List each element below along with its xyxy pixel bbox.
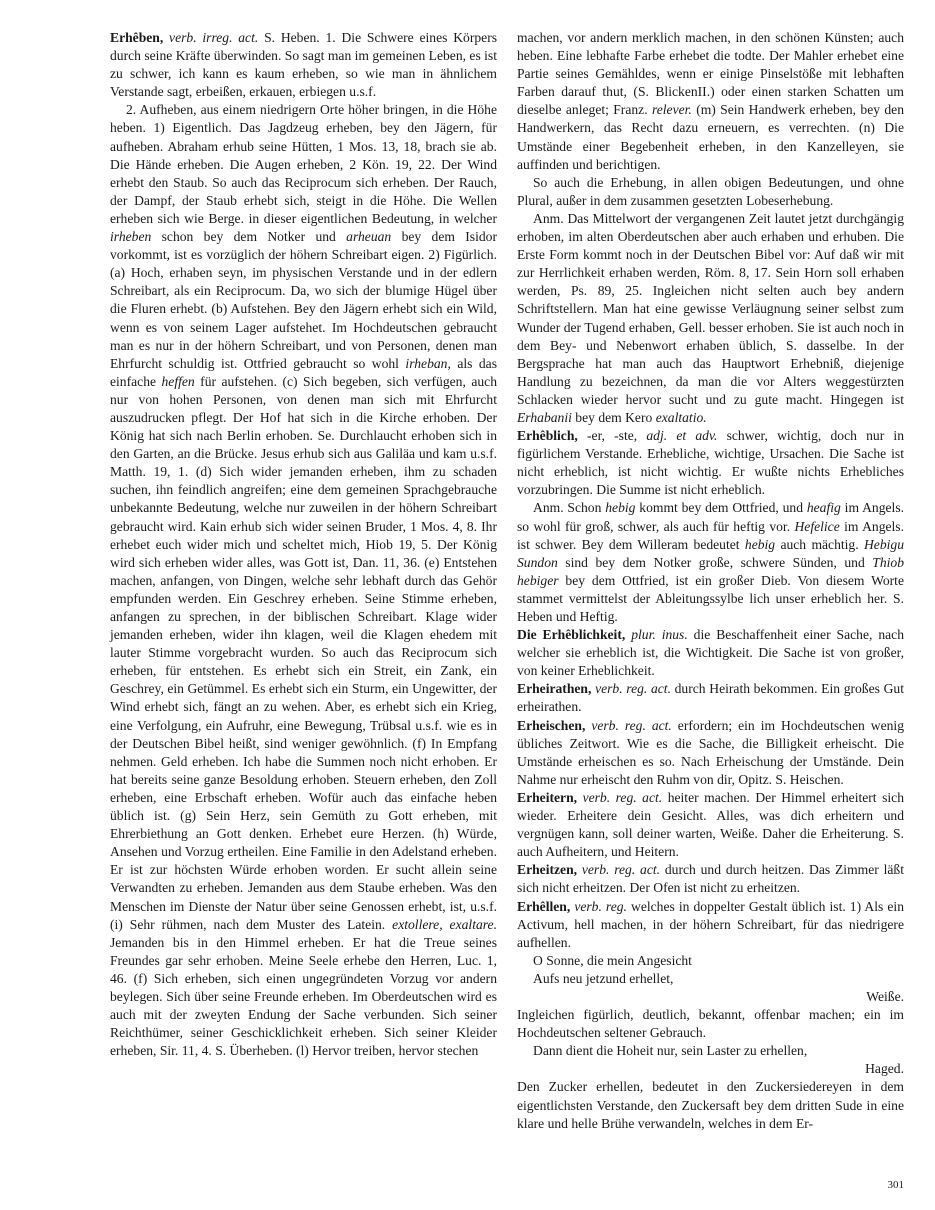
entry-erheblich-annotation	[517, 499, 904, 626]
italic-term: Hebigu Sundon	[517, 536, 905, 570]
entry-text: durch Heirath bekommen. Ein großes Gut erheirathen.	[517, 681, 904, 715]
entry-erheben-sense-2	[110, 101, 497, 1060]
entry-erheblich	[517, 427, 904, 499]
headword: Die Erhêblichkeit,	[517, 627, 626, 643]
entry-text: bey dem Isidor vorkommt, ist es vorzüglich der höhern Schreibart eigen. 2) Figürlich. (a) Hoch, erhaben seyn, im physischen Verstande und in der edlern Schreibart, als ein Reciprocum. Da, wo sich der blumige Hügel über die Fluren erhebt. (b) Aufstehen. Bey den Jägern erhebt sich ein Wild, wenn es von seinem Lager aufstehet. Im Hochdeutschen gebraucht man es nur in der höhern Schreibart, und von Personen, denen man Ehrfurcht schuldig ist. Ottfried gebraucht so wohl	[110, 229, 497, 371]
entry-erhellen	[517, 898, 904, 952]
italic-term: irheban,	[405, 355, 451, 371]
entry-text: heiter machen. Der Himmel erheitert sich wieder. Erheitere dein Gesicht. Alles, was dich erheitern und vergnügen kann, soll deiner warten, Weiße. Daher die Erheiterung. S. auch Aufheitern, und Heitern.	[517, 789, 904, 860]
grammar-label: verb. reg. act.	[581, 862, 661, 878]
entry-text: Jemanden bis in den Himmel erheben. Er hat die Treue seines Freundes gar sehr erhoben. Meine Seele erhebe den Herren, Luc. 1, 46. (f) Sich erheben, sich einen ungegründeten Vorzug vor andern beylegen. Sich über seine Freunde erheben. Im Oberdeutschen wird es auch mit der zweyten Endung der Sache verbunden. Sich seiner Reichthümer, seiner Geschicklichkeit erheben. Sich seiner Kleider erheben, Sir. 11, 4. S. Überheben. (l) Hervor treiben, hervor stechen	[110, 934, 497, 1059]
page-number: 301	[887, 1179, 904, 1191]
entry-text: erfordern; ein im Hochdeutschen wenig übliches Zeitwort. Wie es die Sache, die Billigkeit erheischt. Die Umstände erheischen es so. Nach Erheischung der Umstände. Dein Nahme nur erheischt den Ruhm von dir, Opitz. S. Heischen.	[517, 717, 904, 787]
italic-term: Erhabanii	[517, 409, 572, 425]
quote-attribution: Weiße.	[866, 988, 904, 1004]
entry-erheben-continued	[517, 29, 904, 174]
right-column	[517, 29, 904, 1133]
headword: Erhêblich,	[517, 428, 578, 444]
italic-term: extollere, exaltare.	[392, 916, 497, 932]
entry-text: S. Heben. 1. Die Schwere eines Körpers durch seine Kräfte überwinden. So sagt man im gemeinen Leben, es ist zu schwer, ich kann es kaum erheben, so wie man in ähnlichem Verstande sagt, erbeißen, erkauen, erbiegen u.s.f.	[110, 30, 498, 100]
entry-erhebung-note: So auch die Erhebung, in allen obigen Bedeutungen, und ohne Plural, außer in dem zusammen gesetzten Lobeserhebung.	[517, 174, 904, 208]
entry-text: (m) Sein Handwerk erheben, bey den Handwerkern, das Recht dazu erneuern, es verrechten. (n) Die Umstände einer Begebenheit erheben, in den Kanzelleyen, sie auffinden und berichtigen.	[517, 102, 904, 172]
headword: Erheitern,	[517, 789, 578, 805]
entry-erheben-annotation	[517, 210, 904, 427]
entry-text: kommt bey dem Ottfried, und	[635, 500, 807, 516]
entry-text: Anm. Schon	[533, 500, 606, 516]
entry-text: welches in doppelter Gestalt üblich ist. 1) Als ein Activum, hell machen, in der höhern Schreibart, für das niedrigere aufhellen.	[517, 898, 904, 950]
italic-term: Hefelice	[794, 518, 840, 534]
italic-term: Thiob hebiger	[517, 554, 904, 588]
italic-term: heffen	[161, 373, 195, 389]
entry-erhellen-figurative: Ingleichen figürlich, deutlich, bekannt, offenbar machen; ein im Hochdeutschen seltener Gebrauch.	[517, 1007, 904, 1041]
grammar-label: verb. reg.	[574, 898, 627, 914]
entry-text: -er, -ste,	[577, 428, 647, 444]
entry-erheitern	[517, 789, 904, 861]
grammar-label: verb. reg. act.	[595, 681, 671, 697]
headword: Erheischen,	[517, 717, 586, 733]
entry-text: für aufstehen. (c) Sich begeben, sich verfügen, auch nur von hohen Personen, von denen man sich mit Ehrfurcht auszudrucken pflegt. Der Hof hat sich in die Kirche erhoben. Der König hat sich nach Berlin erhoben. Se. Durchlaucht erhoben sich in den Garten, an die Brücke. Jesus erhub sich aus Galiläa und kam u.s.f. Matth. 19, 1. (d) Sich wider jemanden erheben, ihm zu schaden suchen, ihn feindlich angreifen; eine dem gemeinen Sprachgebrauche unbekannte Bedeutung, welche nur zuweilen in der höhern Schreibart gebraucht wird. Kain erhub sich wider seinen Bruder, 1 Mos. 4, 8. Ihr erhebet euch wider mich und scheltet mich, Hiob 19, 5. Der König wird sich erheben wider alles, was Gott ist, Dan. 11, 36. (e) Entstehen machen, anfangen, von Dingen, welche sehr lebhaft durch das Gehör empfunden werden. Ein Geschrey erheben. Seine Stimme erheben, anfangen zu sprechen, in der biblischen Schreibart. Klage wider jemanden erheben, wider ihn klagen, weil die Klagen ehedem mit lauter Stimme vorgebracht wurden. So auch das Reciprocum sich erheben, für entstehen. Es erhebt sich ein Streit, ein Zank, ein Geschrey, ein Getümmel. Es erhebt sich ein Sturm, ein Ungewitter, der Wind erhebt sich, fängt an zu wehen. Aber, es erhebt sich ein Krieg, eine Verfolgung, ein Aufruhr, eine Bewegung, Trübsal u.s.f. wie es in der Deutschen Bibel heißt, sind weniger gewöhnlich. (f) In Empfang nehmen. Geld erheben. Ich habe die Summen noch nicht erhoben. Er hat bereits seine ganze Besoldung erhoben. Steuern erheben, den Zoll erheben, eine Erbschaft erheben. Wofür auch das einfache heben üblich ist. (g) Sein Herz, sein Gemüth zu Gott erheben, mit Ehrerbiethung an Gott denken. Erhebet eure Herzen. (h) Würde, Ansehen und Vorzug ertheilen. Eine Familie in den Adelstand erheben. Er ist zur höchsten Würde erhoben worden. Er sucht allein seine Verwandten zu erheben. Jemanden aus dem Staube erheben. Was den Menschen im Dienste der Natur über seine Genossen erhebt, ist, u.s.f. (i) Sehr rühmen, nach dem Muster des Latein.	[110, 373, 497, 932]
entry-text: auch mächtig.	[775, 536, 864, 552]
entry-text: schon bey dem Notker und	[151, 229, 347, 245]
entry-erheirathen	[517, 680, 904, 716]
entry-text: im Angels. so wohl für groß, schwer, als auch für heftig vor.	[517, 500, 905, 534]
entry-erheischen	[517, 717, 904, 789]
italic-term: hebig	[744, 536, 776, 552]
left-column	[110, 29, 497, 1060]
headword: Erhêben,	[110, 30, 164, 45]
headword: Erheitzen,	[517, 862, 578, 878]
italic-term: heafig	[806, 500, 841, 516]
entry-text: im Angels. ist schwer. Bey dem Willeram bedeutet	[517, 518, 904, 552]
quote-attribution: Haged.	[865, 1061, 904, 1077]
grammar-label: plur. inus.	[631, 627, 688, 643]
entry-text: bey dem Ottfried, ist ein großer Dieb. Von diesem Worte stammet vermittelst der Ableitungssylbe lich unser erheblich her. S. Heben und Heftig.	[517, 572, 904, 624]
entry-text: Anm. Das Mittelwort der vergangenen Zeit lautet jetzt durchgängig erhoben, im alten Oberdeutschen aber auch erhaben und erhuben. Die Erste Form kommt noch in der Deutschen Bibel vor: Auf daß wir mit zur Herrlichkeit erhaben werden, Röm. 8, 17. Sein Horn soll erhaben werden, Ps. 89, 25. Ingleichen nicht selten auch bey andern Schriftstellern. Man hat eine gewisse Verläugnung seiner selbst zum Wunder der Tugend erhaben, Gell. besser erhoben. Sie ist auch noch in dem Bey- und Nebenwort erhaben üblich, S. dasselbe. In der Bergsprache hat man auch das Hauptwort Erhebniß, diejenige Handlung zu bezeichnen, da man die vor Alters weggestürzten Schlacken wieder hervor sucht und zu gute macht. Hingegen ist	[517, 210, 904, 407]
entry-text: als das einfache	[110, 355, 497, 389]
entry-erheitzen	[517, 861, 904, 897]
entry-text: durch und durch heitzen. Das Zimmer läßt sich nicht erheitzen. Der Ofen ist nicht zu erheitzen.	[517, 862, 904, 896]
grammar-label: verb. reg. act.	[591, 717, 672, 733]
italic-term: hebig	[605, 500, 636, 516]
italic-term: exaltatio.	[655, 409, 707, 425]
grammar-label: verb. reg. act.	[582, 789, 663, 805]
entry-erheblichkeit	[517, 626, 904, 680]
grammar-label: adj. et adv.	[646, 428, 718, 444]
entry-text: 2. Aufheben, aus einem niedrigern Orte höher bringen, in die Höhe heben. 1) Eigentlich. Das Jagdzeug erheben, bey den Jägern, für aufheben. Abraham erhub seine Hütten, 1 Mos. 13, 18, brach sie ab. Die Hände erheben. Die Augen erheben, 2 Kön. 19, 22. Der Wind erhebt den Staub. So auch das Reciprocum sich erheben. Der Rauch, der Dampf, der Staub erhebt sich, steigt in die Höhe. Die Wellen erheben sich wie Berge. in dieser eigentlichen Bedeutung, in welcher	[110, 102, 497, 226]
entry-erhellen-sugar: Den Zucker erhellen, bedeutet in den Zuckersiedereyen in dem eigentlichsten Verstande, den Zuckersaft bey dem dritten Sude in eine klare und helle Brühe verwandeln, welches in dem Er-	[517, 1079, 904, 1131]
entry-text: schwer, wichtig, doch nur in figürlichem Verstande. Erhebliche, wichtige, Ursachen. Die Sache ist nicht erheblich, ist nicht wichtig. Er wußte nichts Erhebliches vorzubringen. Die Summe ist nicht erheblich.	[517, 428, 904, 498]
entry-text: bey dem Kero	[571, 409, 656, 425]
entry-erheben	[110, 29, 497, 101]
verse-line: O Sonne, die mein Angesicht	[533, 952, 692, 968]
verse-line: Dann dient die Hoheit nur, sein Laster zu erhellen,	[533, 1043, 808, 1059]
grammar-label: verb. irreg. act.	[169, 30, 259, 45]
italic-term: irheben	[110, 229, 152, 245]
verse-line: Aufs neu jetzund erhellet,	[533, 970, 674, 986]
italic-term: relever.	[651, 102, 692, 118]
headword: Erheirathen,	[517, 681, 592, 697]
entry-text: die Beschaffenheit einer Sache, nach welcher sie erheblich ist, die Wichtigkeit. Die Sache ist von großer, von keiner Erheblichkeit.	[517, 627, 904, 679]
italic-term: arheuan	[346, 229, 392, 245]
entry-text: machen, vor andern merklich machen, in den schönen Künsten; auch heben. Eine lebhafte Farbe erhebet die todte. Der Mahler erhebet eine Partie seines Gemähldes, wenn er einige Pinselstöße mit lebhaften Farben darauf thut, (S. BlickenII.) oder einen starken Schatten um dieselbe anleget; Franz.	[517, 30, 904, 118]
headword: Erhêllen,	[517, 898, 571, 914]
entry-text: sind bey dem Notker große, schwere Sünden, und	[557, 554, 873, 570]
